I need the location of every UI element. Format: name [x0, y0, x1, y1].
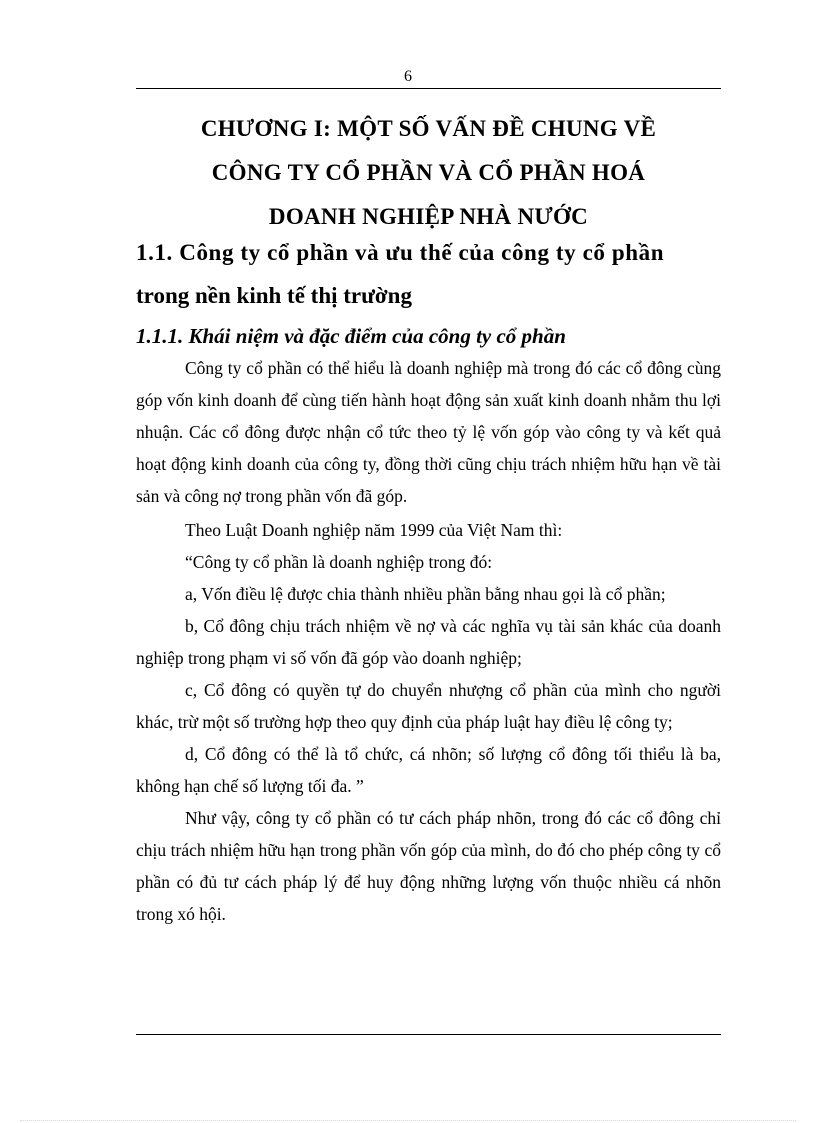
paragraph-law-intro: Theo Luật Doanh nghiệp năm 1999 của Việt Nam thì: — [185, 520, 563, 540]
section-heading-line-1: 1.1. Công ty cổ phần và ưu thế của công ty cổ phần — [136, 240, 665, 265]
subsection-heading: 1.1.1. Khái niệm và đặc điểm của công ty cổ phần — [136, 324, 566, 348]
chapter-title-line-1: CHƯƠNG I: MỘT SỐ VẤN ĐỀ CHUNG VỀ — [200, 116, 657, 141]
paragraph-item-b: b, Cổ đông chịu trách nhiệm về nợ và các nghĩa vụ tài sản khác của doanh nghiệp trong phạm vi số vốn đã góp vào doanh nghiệp; — [136, 616, 721, 668]
paragraph-item-d: d, Cổ đông có thể là tổ chức, cá nhõn; số lượng cổ đông tối thiểu là ba, không hạn chế số lượng tối đa. ” — [136, 744, 721, 796]
page-number: 6 — [404, 68, 412, 85]
header-rule — [136, 88, 721, 89]
page-bottom-border — [20, 1120, 796, 1121]
paragraph-conclusion: Như vậy, công ty cổ phần có tư cách pháp nhõn, trong đó các cổ đông chỉ chịu trách nhiệm hữu hạn trong phần vốn góp của mình, do đó cho phép công ty cổ phần có đủ tư cách pháp lý để huy động những lượng vốn thuộc nhiều cá nhõn trong xó hội. — [136, 808, 721, 924]
chapter-title-line-2: CÔNG TY CỔ PHẦN VÀ CỔ PHẦN HOÁ — [211, 160, 646, 185]
chapter-title-line-3: DOANH NGHIỆP NHÀ NƯỚC — [268, 204, 589, 229]
section-heading-line-2: trong nền kinh tế thị trường — [136, 283, 412, 308]
paragraph-definition: Công ty cổ phần có thể hiểu là doanh nghiệp mà trong đó các cổ đông cùng góp vốn kinh doanh để cùng tiến hành hoạt động sản xuất kinh doanh nhằm thu lợi nhuận. Các cổ đông được nhận cổ tức theo tỷ lệ vốn góp vào công ty và kết quả hoạt động kinh doanh của công ty, đồng thời cũng chịu trách nhiệm hữu hạn về tài sản và công nợ trong phần vốn đã góp. — [136, 358, 721, 506]
footer-rule — [136, 1034, 721, 1035]
paragraph-item-c: c, Cổ đông có quyền tự do chuyển nhượng cổ phần của mình cho người khác, trừ một số trường hợp theo quy định của pháp luật hay điều lệ công ty; — [136, 680, 721, 732]
paragraph-item-a: a, Vốn điều lệ được chia thành nhiều phần bằng nhau gọi là cổ phần; — [185, 584, 666, 604]
body-text — [136, 352, 721, 930]
paragraph-quote-start: “Công ty cổ phần là doanh nghiệp trong đó: — [185, 552, 493, 572]
chapter-title — [136, 107, 721, 239]
